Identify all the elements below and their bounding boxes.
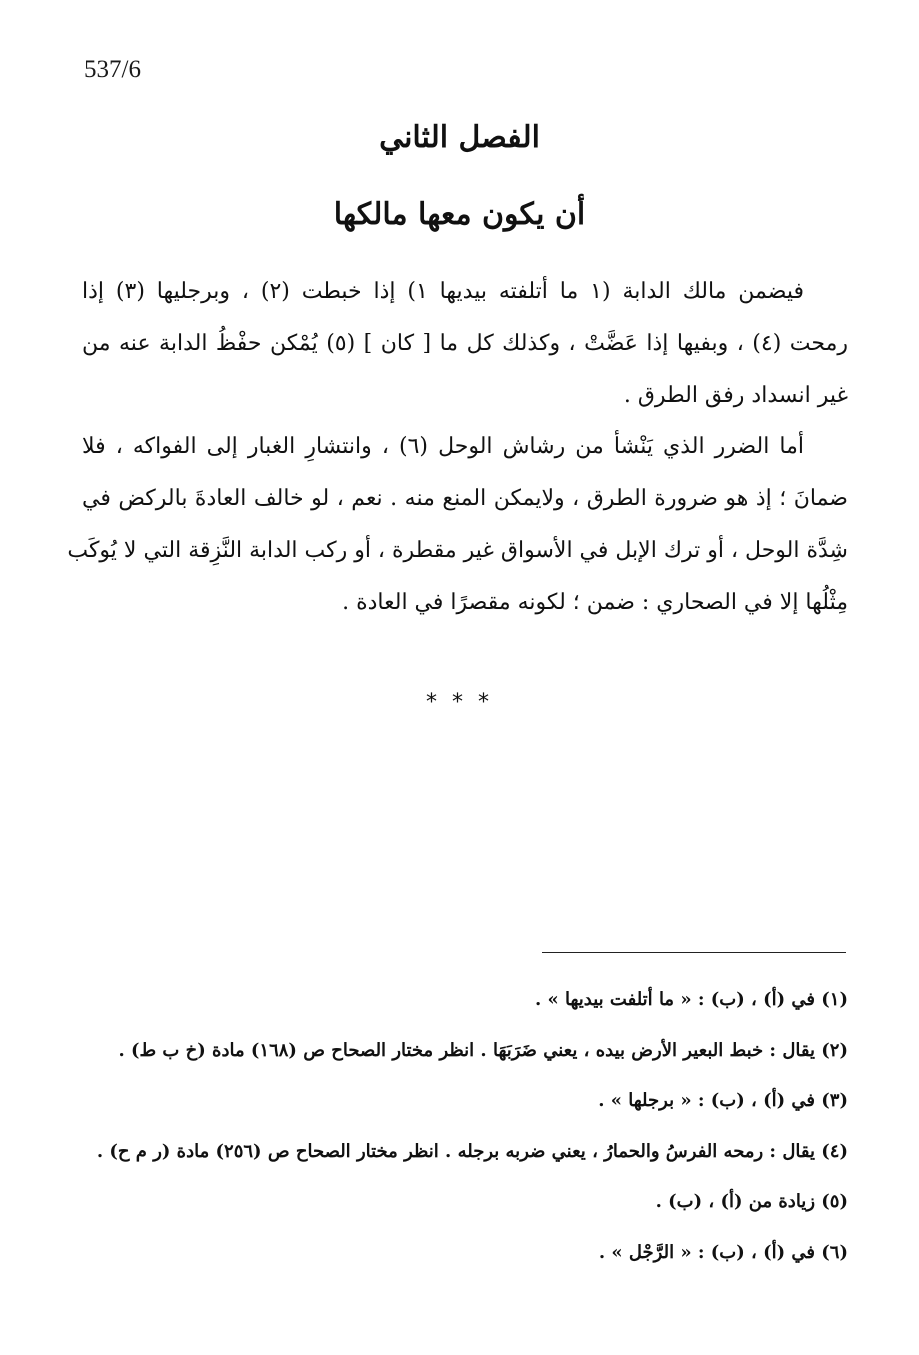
page-number: 537/6 bbox=[84, 56, 141, 83]
paragraph-line: رمحت (٤) ، وبفيها إذا عَضَّتْ ، وكذلك كل ما [ كان ] (٥) يُمْكن حفْظُ الدابة عنه من bbox=[82, 331, 848, 356]
paragraph-line: فيضمن مالك الدابة (١ ما أتلفته بيديها ١) إذا خبطت (٢) ، وبرجليها (٣) إذا bbox=[82, 279, 805, 304]
chapter-subtitle: أن يكون معها مالكها bbox=[333, 197, 586, 232]
footnote-item: (٦) في (أ) ، (ب) : « الرَّجْل » . bbox=[598, 1241, 848, 1263]
paragraph-line: غير انسداد رفق الطرق . bbox=[623, 383, 848, 408]
chapter-title: الفصل الثاني bbox=[379, 120, 540, 155]
footnote-item: (١) في (أ) ، (ب) : « ما أتلفت بيديها » . bbox=[534, 989, 848, 1010]
footnote-item: (٥) زيادة من (أ) ، (ب) . bbox=[655, 1191, 848, 1212]
footnote-item: (٣) في (أ) ، (ب) : « برجلها » . bbox=[598, 1090, 848, 1111]
footnote-item: (٤) يقال : رمحه الفرسُ والحمارُ ، يعني ضربه برجله . انظر مختار الصحاح ص (٢٥٦) مادة (ر م ح) . bbox=[96, 1140, 848, 1162]
paragraph-1 bbox=[82, 266, 848, 422]
paragraph-2 bbox=[67, 421, 848, 629]
paragraph-line: ضمانَ ؛ إذ هو ضرورة الطرق ، ولايمكن المنع منه . نعم ، لو خالف العادةَ بالركض في bbox=[82, 486, 848, 511]
section-separator: * * * bbox=[426, 690, 493, 715]
paragraph-line: شِدَّة الوحل ، أو ترك الإبل في الأسواق غير مقطرة ، أو ركب الدابة النَّزِقة التي لا يُوكَب bbox=[67, 538, 848, 563]
footnote-item: (٢) يقال : خبط البعير الأرض بيده ، يعني ضَرَبَهَا . انظر مختار الصحاح ص (١٦٨) مادة (خ ب ط) . bbox=[118, 1039, 848, 1061]
paragraph-line: مِثْلُها إلا في الصحاري : ضمن ؛ لكونه مقصرًا في العادة . bbox=[342, 590, 848, 615]
footnote-divider bbox=[542, 952, 846, 953]
footnotes bbox=[80, 975, 848, 1278]
paragraph-line: أما الضرر الذي يَنْشأ من رشاش الوحل (٦) ، وانتشارِ الغبار إلى الفواكه ، فلا bbox=[82, 434, 804, 459]
